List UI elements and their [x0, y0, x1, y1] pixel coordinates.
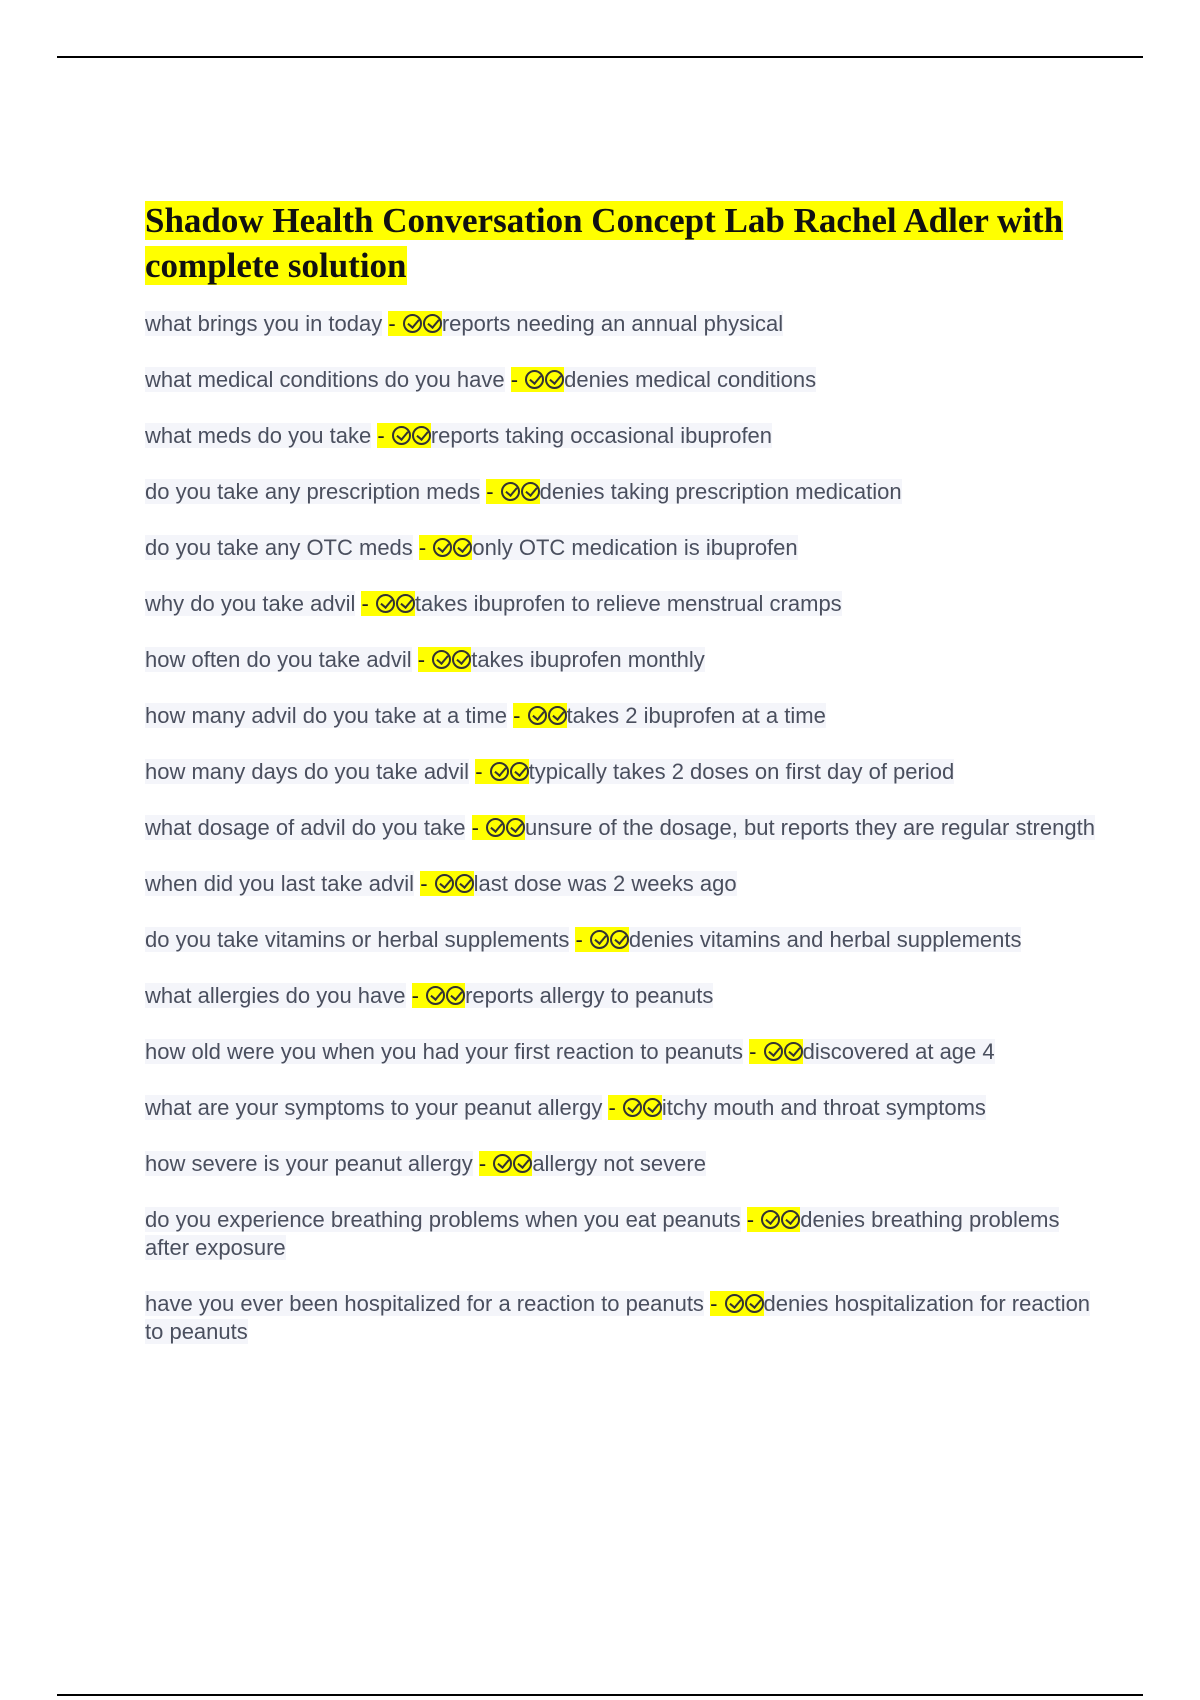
separator-dash: -: [475, 759, 483, 784]
qa-question: have you ever been hospitalized for a reaction to peanuts: [145, 1291, 704, 1316]
check-circle-icon: [486, 818, 505, 837]
check-circle-icon: [412, 426, 431, 445]
qa-question: how many advil do you take at a time: [145, 703, 507, 728]
qa-item: [145, 758, 1095, 786]
qa-item: [145, 1150, 1095, 1178]
qa-item: [145, 478, 1095, 506]
qa-question: do you take any OTC meds: [145, 535, 413, 560]
check-circle-icon: [435, 874, 454, 893]
qa-item: [145, 1206, 1095, 1262]
answer-marker: [513, 703, 566, 728]
qa-answer: reports needing an annual physical: [441, 311, 784, 336]
answer-marker: [608, 1095, 661, 1120]
qa-item: [145, 534, 1095, 562]
qa-answer: takes ibuprofen monthly: [471, 647, 705, 672]
qa-answer: allergy not severe: [532, 1151, 706, 1176]
check-circle-icon: [490, 762, 509, 781]
check-circle-icon: [781, 1210, 800, 1229]
separator-dash: -: [377, 423, 385, 448]
answer-marker: [420, 871, 473, 896]
separator-dash: -: [418, 535, 427, 560]
separator-dash: -: [710, 1291, 718, 1316]
check-circle-icon: [501, 482, 520, 501]
separator-dash: -: [471, 815, 479, 840]
check-circle-icon: [433, 538, 452, 557]
separator-dash: -: [420, 871, 428, 896]
answer-marker: [486, 479, 539, 504]
answer-marker: [419, 535, 472, 560]
check-circle-icon: [506, 818, 525, 837]
qa-item: [145, 1094, 1095, 1122]
qa-item: [145, 870, 1095, 898]
check-circle-icon: [392, 426, 411, 445]
check-circle-icon: [784, 1042, 803, 1061]
check-circle-icon: [548, 706, 567, 725]
qa-answer: denies vitamins and herbal supplements: [628, 927, 1022, 952]
document-title-text: Shadow Health Conversation Concept Lab Rachel Adler with complete solution: [145, 201, 1064, 285]
check-circle-icon: [432, 650, 451, 669]
qa-answer: denies taking prescription medication: [539, 479, 902, 504]
check-circle-icon: [528, 706, 547, 725]
check-circle-icon: [446, 986, 465, 1005]
separator-dash: -: [749, 1039, 757, 1064]
qa-question: when did you last take advil: [145, 871, 415, 896]
qa-answer: unsure of the dosage, but reports they are regular strength: [525, 815, 1095, 840]
separator-dash: -: [513, 703, 521, 728]
check-circle-icon: [610, 930, 629, 949]
qa-answer: only OTC medication is ibuprofen: [472, 535, 798, 560]
answer-marker: [479, 1151, 532, 1176]
qa-item: [145, 646, 1095, 674]
separator-dash: -: [417, 647, 426, 672]
answer-marker: [418, 647, 471, 672]
qa-question: why do you take advil: [145, 591, 356, 616]
qa-item: [145, 982, 1095, 1010]
qa-question: how severe is your peanut allergy: [145, 1151, 473, 1176]
qa-item: [145, 1290, 1095, 1346]
separator-dash: -: [746, 1207, 755, 1232]
qa-question: how many days do you take advil: [145, 759, 470, 784]
bottom-divider: [57, 1694, 1143, 1696]
check-circle-icon: [426, 986, 445, 1005]
answer-marker: [710, 1291, 763, 1316]
qa-question: what medical conditions do you have: [145, 367, 505, 392]
check-circle-icon: [545, 370, 564, 389]
qa-item: [145, 422, 1095, 450]
qa-question: what allergies do you have: [145, 983, 406, 1008]
answer-marker: [472, 815, 525, 840]
qa-answer: denies medical conditions: [564, 367, 817, 392]
separator-dash: -: [608, 1095, 616, 1120]
qa-item: [145, 702, 1095, 730]
check-circle-icon: [521, 482, 540, 501]
answer-marker: [575, 927, 628, 952]
qa-answer: itchy mouth and throat symptoms: [661, 1095, 986, 1120]
check-circle-icon: [525, 370, 544, 389]
check-circle-icon: [453, 538, 472, 557]
answer-marker: [388, 311, 441, 336]
separator-dash: -: [411, 983, 419, 1008]
qa-item: [145, 1038, 1095, 1066]
answer-marker: [412, 983, 465, 1008]
qa-question: do you experience breathing problems when you eat peanuts: [145, 1207, 741, 1232]
check-circle-icon: [423, 314, 442, 333]
top-divider: [57, 56, 1143, 58]
answer-marker: [511, 367, 564, 392]
qa-item: [145, 814, 1095, 842]
qa-item: [145, 926, 1095, 954]
separator-dash: -: [361, 591, 369, 616]
check-circle-icon: [513, 1154, 532, 1173]
check-circle-icon: [403, 314, 422, 333]
qa-question: what meds do you take: [145, 423, 372, 448]
qa-question: how old were you when you had your first reaction to peanuts: [145, 1039, 744, 1064]
qa-question: how often do you take advil: [145, 647, 412, 672]
check-circle-icon: [452, 650, 471, 669]
check-circle-icon: [455, 874, 474, 893]
separator-dash: -: [486, 479, 494, 504]
qa-answer: reports taking occasional ibuprofen: [430, 423, 773, 448]
document-title: [145, 198, 1095, 288]
qa-item: [145, 366, 1095, 394]
qa-answer: takes 2 ibuprofen at a time: [566, 703, 826, 728]
check-circle-icon: [764, 1042, 783, 1061]
qa-answer: takes ibuprofen to relieve menstrual cramps: [414, 591, 842, 616]
check-circle-icon: [493, 1154, 512, 1173]
separator-dash: -: [510, 367, 519, 392]
answer-marker: [747, 1207, 800, 1232]
qa-question: what brings you in today: [145, 311, 383, 336]
qa-answer: denies breathing problems after exposure: [145, 1207, 1060, 1260]
answer-marker: [475, 759, 528, 784]
check-circle-icon: [745, 1294, 764, 1313]
separator-dash: -: [388, 311, 396, 336]
check-circle-icon: [643, 1098, 662, 1117]
check-circle-icon: [761, 1210, 780, 1229]
qa-question: what dosage of advil do you take: [145, 815, 466, 840]
qa-list: [145, 310, 1095, 1346]
answer-marker: [361, 591, 414, 616]
qa-answer: denies hospitalization for reaction to peanuts: [145, 1291, 1091, 1344]
qa-answer: discovered at age 4: [802, 1039, 995, 1064]
qa-question: do you take any prescription meds: [145, 479, 481, 504]
qa-answer: reports allergy to peanuts: [465, 983, 714, 1008]
separator-dash: -: [575, 927, 583, 952]
check-circle-icon: [510, 762, 529, 781]
check-circle-icon: [725, 1294, 744, 1313]
separator-dash: -: [478, 1151, 487, 1176]
qa-answer: last dose was 2 weeks ago: [473, 871, 737, 896]
document-body: [145, 198, 1095, 1374]
qa-item: [145, 590, 1095, 618]
check-circle-icon: [396, 594, 415, 613]
check-circle-icon: [590, 930, 609, 949]
qa-item: [145, 310, 1095, 338]
qa-question: what are your symptoms to your peanut allergy: [145, 1095, 603, 1120]
qa-question: do you take vitamins or herbal supplements: [145, 927, 570, 952]
check-circle-icon: [376, 594, 395, 613]
qa-answer: typically takes 2 doses on first day of period: [528, 759, 955, 784]
answer-marker: [377, 423, 430, 448]
answer-marker: [749, 1039, 802, 1064]
check-circle-icon: [623, 1098, 642, 1117]
